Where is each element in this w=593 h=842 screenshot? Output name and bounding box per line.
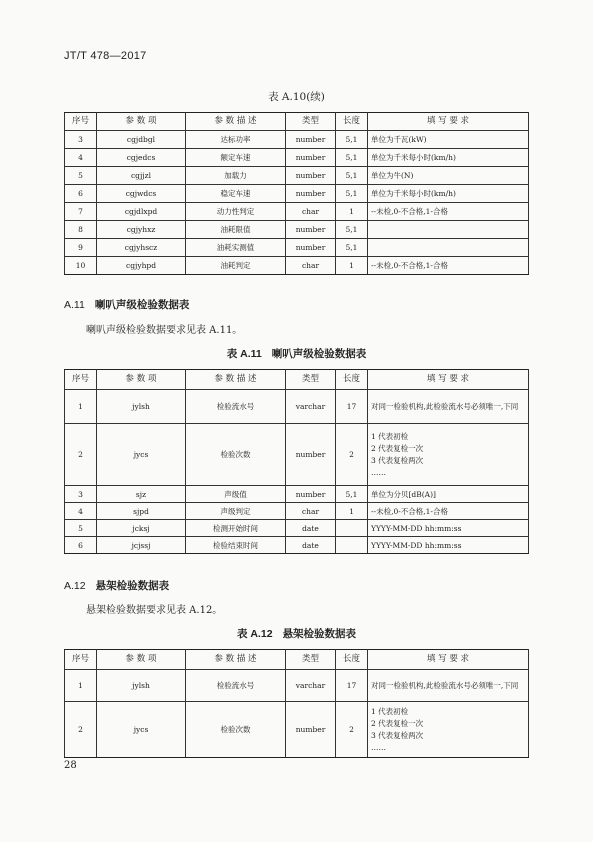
cell-index: 2 (65, 424, 97, 486)
requirement-line: 2 代表复检一次 (371, 718, 424, 728)
cell-index: 7 (65, 203, 97, 221)
cell-length: 5,1 (336, 131, 368, 149)
cell-length: 5,1 (336, 167, 368, 185)
cell-type: number (286, 486, 336, 503)
col-header-index: 序号 (65, 370, 97, 390)
col-header-desc: 参 数 描 述 (186, 370, 286, 390)
cell-desc: 检验结束时间 (186, 537, 286, 554)
requirement-line: 2 代表复检一次 (371, 443, 424, 453)
table-row (65, 257, 529, 275)
cell-desc: 检验次数 (186, 702, 286, 758)
caption-title: 喇叭声级检验数据表 (271, 348, 367, 360)
cell-length: 5,1 (336, 149, 368, 167)
cell-type: number (286, 702, 336, 758)
section-title: 悬架检验数据表 (95, 580, 170, 592)
cell-type: date (286, 520, 336, 537)
table-row (65, 167, 529, 185)
cell-length (336, 520, 368, 537)
cell-index: 6 (65, 185, 97, 203)
col-header-length: 长度 (336, 370, 368, 390)
cell-length: 2 (336, 702, 368, 758)
cell-requirement (368, 239, 529, 257)
table-row (65, 185, 529, 203)
table-row (65, 424, 529, 486)
col-header-index: 序号 (65, 113, 97, 131)
cell-desc: 油耗判定 (186, 257, 286, 275)
cell-type: number (286, 221, 336, 239)
caption-number: 表 A.11 (226, 348, 262, 360)
cell-requirement (368, 424, 529, 486)
cell-type: varchar (286, 670, 336, 702)
requirement-line: …… (371, 467, 386, 477)
caption-title: 悬架检验数据表 (282, 628, 357, 640)
col-header-requirement: 填 写 要 求 (368, 650, 529, 670)
cell-requirement: --未检,0-不合格,1-合格 (368, 503, 529, 520)
cell-length: 17 (336, 390, 368, 424)
cell-requirement: 单位为分贝[dB(A)] (368, 486, 529, 503)
requirement-line: …… (371, 742, 386, 752)
cell-index: 10 (65, 257, 97, 275)
cell-param: cgjyhpd (97, 257, 186, 275)
cell-index: 3 (65, 486, 97, 503)
cell-param: jcjssj (97, 537, 186, 554)
requirement-line: 1 代表初检 (371, 706, 409, 716)
cell-desc: 油耗实测值 (186, 239, 286, 257)
section-a12-paragraph: 悬架检验数据要求见表 A.12。 (86, 605, 223, 616)
cell-requirement: --未检,0-不合格,1-合格 (368, 257, 529, 275)
cell-desc: 检测开始时间 (186, 520, 286, 537)
document-header: JT/T 478—2017 (64, 50, 147, 62)
cell-index: 6 (65, 537, 97, 554)
col-header-param: 参 数 项 (97, 650, 186, 670)
cell-requirement (368, 221, 529, 239)
section-a11-paragraph: 喇叭声级检验数据要求见表 A.11。 (86, 325, 243, 336)
table-row (65, 149, 529, 167)
cell-requirement: 单位为千瓦(kW) (368, 131, 529, 149)
cell-desc: 检验流水号 (186, 390, 286, 424)
table-row (65, 520, 529, 537)
cell-type: number (286, 239, 336, 257)
table-a10-caption: 表 A.10(续) (268, 91, 325, 103)
cell-index: 4 (65, 149, 97, 167)
cell-index: 9 (65, 239, 97, 257)
cell-type: char (286, 203, 336, 221)
cell-requirement: 单位为千米每小时(km/h) (368, 149, 529, 167)
cell-param: sjpd (97, 503, 186, 520)
page-number: 28 (64, 760, 77, 771)
cell-requirement (368, 702, 529, 758)
cell-length: 5,1 (336, 221, 368, 239)
table-a12-caption (0, 626, 593, 641)
cell-param: cgjwdcs (97, 185, 186, 203)
col-header-desc: 参 数 描 述 (186, 650, 286, 670)
cell-index: 5 (65, 520, 97, 537)
cell-type: number (286, 167, 336, 185)
cell-requirement: 对同一检验机构,此检验流水号必须唯一,下同 (368, 390, 529, 424)
col-header-type: 类型 (286, 650, 336, 670)
cell-param: cgjdbgl (97, 131, 186, 149)
cell-param: cgjedcs (97, 149, 186, 167)
col-header-requirement: 填 写 要 求 (368, 370, 529, 390)
col-header-requirement: 填 写 要 求 (368, 113, 529, 131)
cell-length: 1 (336, 503, 368, 520)
cell-index: 4 (65, 503, 97, 520)
cell-desc: 动力性判定 (186, 203, 286, 221)
col-header-type: 类型 (286, 370, 336, 390)
cell-param: jylsh (97, 670, 186, 702)
cell-length (336, 537, 368, 554)
col-header-param: 参 数 项 (97, 370, 186, 390)
cell-length: 5,1 (336, 239, 368, 257)
requirement-line: 3 代表复检两次 (371, 455, 424, 465)
cell-desc: 检验次数 (186, 424, 286, 486)
caption-number: 表 A.12 (236, 628, 273, 640)
table-a11 (64, 369, 529, 554)
cell-requirement: YYYY-MM-DD hh:mm:ss (368, 537, 529, 554)
cell-type: char (286, 257, 336, 275)
cell-length: 1 (336, 257, 368, 275)
cell-type: varchar (286, 390, 336, 424)
section-a12-heading (64, 578, 169, 593)
cell-param: jylsh (97, 390, 186, 424)
cell-index: 3 (65, 131, 97, 149)
section-number: A.11 (64, 299, 85, 311)
cell-param: cgjdlxpd (97, 203, 186, 221)
cell-requirement: YYYY-MM-DD hh:mm:ss (368, 520, 529, 537)
cell-desc: 声级判定 (186, 503, 286, 520)
cell-length: 5,1 (336, 486, 368, 503)
cell-length: 17 (336, 670, 368, 702)
cell-type: date (286, 537, 336, 554)
cell-type: number (286, 131, 336, 149)
cell-desc: 加载力 (186, 167, 286, 185)
cell-requirement: 单位为牛(N) (368, 167, 529, 185)
col-header-type: 类型 (286, 113, 336, 131)
cell-desc: 达标功率 (186, 131, 286, 149)
cell-param: jcksj (97, 520, 186, 537)
cell-desc: 稳定车速 (186, 185, 286, 203)
cell-index: 5 (65, 167, 97, 185)
table-a12 (64, 649, 529, 758)
cell-index: 1 (65, 670, 97, 702)
cell-desc: 额定车速 (186, 149, 286, 167)
table-row (65, 221, 529, 239)
cell-param: cgjjzl (97, 167, 186, 185)
cell-index: 8 (65, 221, 97, 239)
table-row (65, 702, 529, 758)
section-title: 喇叭声级检验数据表 (94, 299, 190, 311)
cell-param: cgjyhscz (97, 239, 186, 257)
table-row (65, 486, 529, 503)
cell-param: sjz (97, 486, 186, 503)
requirement-line: 1 代表初检 (371, 431, 409, 441)
table-a11-caption (0, 346, 593, 361)
section-number: A.12 (64, 580, 86, 592)
cell-requirement: --未检,0-不合格,1-合格 (368, 203, 529, 221)
table-row (65, 670, 529, 702)
cell-type: char (286, 503, 336, 520)
col-header-length: 长度 (336, 113, 368, 131)
col-header-param: 参 数 项 (97, 113, 186, 131)
cell-requirement: 单位为千米每小时(km/h) (368, 185, 529, 203)
requirement-line: 3 代表复检两次 (371, 730, 424, 740)
col-header-index: 序号 (65, 650, 97, 670)
cell-desc: 油耗限值 (186, 221, 286, 239)
table-row (65, 537, 529, 554)
cell-length: 1 (336, 203, 368, 221)
cell-index: 1 (65, 390, 97, 424)
col-header-length: 长度 (336, 650, 368, 670)
section-a11-heading (64, 297, 189, 312)
table-a10 (64, 112, 529, 275)
cell-param: jycs (97, 424, 186, 486)
cell-type: number (286, 149, 336, 167)
cell-param: jycs (97, 702, 186, 758)
col-header-desc: 参 数 描 述 (186, 113, 286, 131)
cell-type: number (286, 185, 336, 203)
cell-length: 2 (336, 424, 368, 486)
table-row (65, 390, 529, 424)
cell-length: 5,1 (336, 185, 368, 203)
table-row (65, 503, 529, 520)
cell-index: 2 (65, 702, 97, 758)
cell-desc: 检验流水号 (186, 670, 286, 702)
cell-desc: 声级值 (186, 486, 286, 503)
cell-requirement: 对同一检验机构,此检验流水号必须唯一,下同 (368, 670, 529, 702)
cell-param: cgjyhxz (97, 221, 186, 239)
table-row (65, 203, 529, 221)
table-row (65, 239, 529, 257)
cell-type: number (286, 424, 336, 486)
table-row (65, 131, 529, 149)
